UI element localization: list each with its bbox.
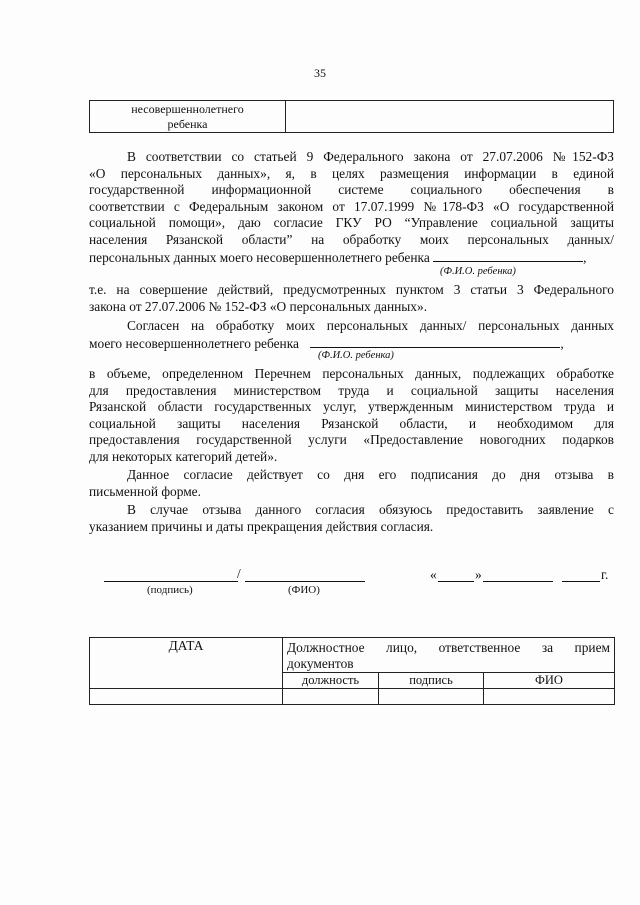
p4-line: Рязанской области государственных услуг, утвержденным министерством труда и <box>89 399 614 415</box>
p1-last-line-end: , <box>583 249 587 265</box>
paragraph-consent-intro <box>89 149 614 266</box>
top-table-cell-empty <box>286 101 614 133</box>
official-table-signature-header: подпись <box>379 673 484 689</box>
fio-child-caption-1: (Ф.И.О. ребенка) <box>440 266 516 277</box>
p4-line: социальной защиты населения Рязанской области, и необходимом для <box>89 415 614 431</box>
top-table-cell-label <box>90 101 286 133</box>
p6-line2: указанием причины и даты прекращения действия согласия. <box>89 518 434 534</box>
date-month-line[interactable] <box>483 581 553 582</box>
p1-line: В соответствии со статьей 9 Федерального закона от 27.07.2006 №152-ФЗ <box>127 149 614 164</box>
signature-line[interactable] <box>104 581 238 582</box>
official-table-signature-cell[interactable] <box>379 689 484 705</box>
p4-line: в объеме, определенном Перечнем персональных данных, подлежащих обработке <box>89 366 614 381</box>
responsible-header-line1: Должностное лицо, ответственное за прием <box>287 640 611 655</box>
fio-line[interactable] <box>245 581 365 582</box>
paragraph-revocation <box>89 502 614 535</box>
fio-child-caption-2: (Ф.И.О. ребенка) <box>318 350 394 361</box>
p5-line1: Данное согласие действует со дня его подписания до дня отзыва в <box>127 467 614 482</box>
official-table-position-header: должность <box>283 673 379 689</box>
top-table <box>89 100 614 133</box>
official-table-responsible-header <box>283 638 615 673</box>
caption-signature: (подпись) <box>147 584 193 596</box>
date-quote-close: » <box>475 567 482 582</box>
page-number: 35 <box>314 66 326 80</box>
top-table-line1: несовершеннолетнего <box>131 102 244 116</box>
official-table <box>89 637 615 705</box>
official-table-position-cell[interactable] <box>283 689 379 705</box>
p1-line: социальной помощи», даю согласие ГКУ РО “Управление социальной защиты <box>89 215 614 231</box>
p6-line1: В случае отзыва данного согласия обязуюсь предоставить заявление с <box>127 502 614 517</box>
paragraph-scope <box>89 366 614 466</box>
paragraph-validity <box>89 467 614 500</box>
date-quote-open: « <box>430 567 437 582</box>
p5-line2: письменной форме. <box>89 483 201 499</box>
top-table-line2: ребенка <box>167 117 208 131</box>
official-table-fio-header: ФИО <box>484 673 615 689</box>
p2-last-line: закона от 27.07.2006 № 152-ФЗ «О персональных данных». <box>89 298 428 314</box>
official-table-date-cell[interactable] <box>90 689 283 705</box>
official-table-fio-cell[interactable] <box>484 689 615 705</box>
child-fio-fill-line-2[interactable] <box>310 335 560 348</box>
date-day-line[interactable] <box>438 581 474 582</box>
p4-line: предоставления государственной услуги «Предоставление новогодних подарков <box>89 432 614 448</box>
paragraph-actions <box>89 282 614 315</box>
child-fio-fill-line-1[interactable] <box>433 249 583 262</box>
signature-slash: / <box>237 566 241 581</box>
paragraph-agree <box>89 318 614 352</box>
p4-line: для предоставления министерством труда и социальной защиты населения <box>89 382 614 398</box>
official-table-date-header: ДАТА <box>90 638 283 689</box>
p1-last-line-text: персональных данных моего несовершеннолетнего ребенка <box>89 249 430 265</box>
p1-last-line <box>89 249 614 267</box>
p1-line: населения Рязанской области” на обработку моих персональных данных/ <box>89 231 614 247</box>
responsible-header-line2: документов <box>287 656 354 671</box>
date-year-line[interactable] <box>562 581 600 582</box>
p3-line2-text: моего несовершеннолетнего ребенка <box>89 335 299 351</box>
p3-line2-end: , <box>560 335 564 351</box>
date-year-suffix: г. <box>601 567 609 582</box>
p2-line: т.е. на совершение действий, предусмотренных пунктом 3 статьи 3 Федерального <box>89 282 614 297</box>
p1-line: государственной информационной системе социального обеспечения в <box>89 182 614 198</box>
p1-line: соответствии с Федеральным законом от 17.07.1999 №178-ФЗ «О государственной <box>89 198 614 214</box>
p1-line: «О персональных данных», я, в целях размещения информации в единой <box>89 165 614 181</box>
caption-fio: (ФИО) <box>288 584 320 596</box>
p3-line1: Согласен на обработку моих персональных данных/ персональных данных <box>127 318 614 333</box>
p4-last-line: для некоторых категорий детей». <box>89 448 278 464</box>
